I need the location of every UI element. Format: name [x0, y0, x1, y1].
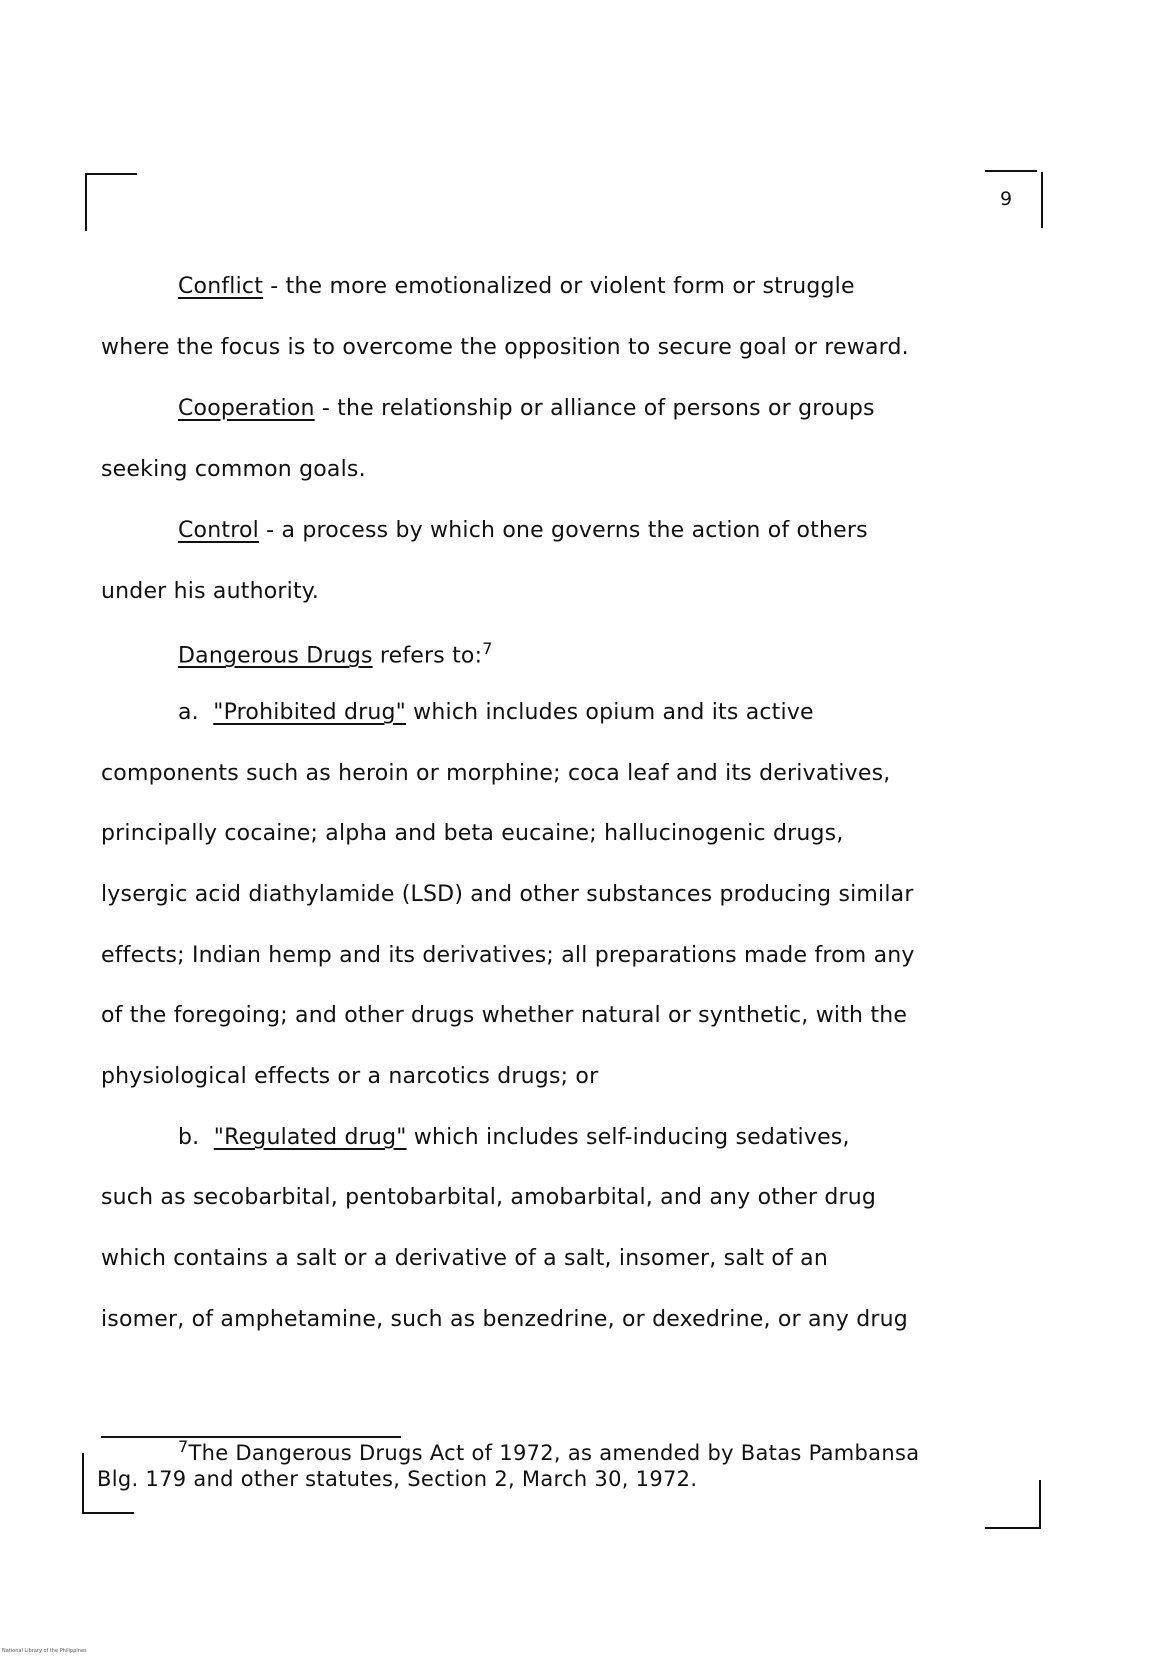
control-text: - a process by which one governs the action of others — [258, 518, 868, 543]
corner-mark-top-left-v — [85, 173, 87, 231]
item-a-term: "Prohibited drug" — [213, 700, 406, 725]
conflict-text: - the more emotionalized or violent form or struggle — [263, 274, 855, 299]
dangerous-drugs-text: refers to: — [372, 643, 483, 669]
item-a-text: which includes opium and its active — [405, 700, 814, 725]
item-a-line-4: lysergic acid diathylamide (LSD) and other substances producing similar — [101, 882, 914, 907]
item-a-marker: a. — [178, 700, 199, 725]
footnote-line-1 — [178, 1437, 919, 1465]
cooperation-text: - the relationship or alliance of persons or groups — [314, 396, 875, 421]
item-b-line-2: such as secobarbital, pentobarbital, amobarbital, and any other drug — [101, 1185, 877, 1210]
corner-mark-bottom-left-v — [82, 1453, 84, 1513]
item-a-line-2: components such as heroin or morphine; coca leaf and its derivatives, — [101, 761, 891, 786]
control-term: Control — [178, 518, 259, 543]
cooperation-line-1 — [178, 396, 875, 421]
corner-mark-bottom-right-h — [985, 1527, 1041, 1529]
item-b-line-4: isomer, of amphetamine, such as benzedrine, or dexedrine, or any drug — [101, 1307, 908, 1332]
cooperation-line-2: seeking common goals. — [101, 457, 366, 482]
item-a-line-6: of the foregoing; and other drugs whether natural or synthetic, with the — [101, 1003, 908, 1028]
corner-mark-bottom-left-h — [82, 1512, 134, 1514]
item-a-line-1 — [178, 700, 814, 725]
item-a-line-7: physiological effects or a narcotics drugs; or — [101, 1064, 599, 1089]
control-line-2: under his authority. — [101, 579, 320, 604]
dangerous-drugs-line — [178, 639, 493, 668]
item-b-line-1 — [178, 1125, 850, 1150]
conflict-line-1 — [178, 274, 855, 299]
page-number: 9 — [1000, 188, 1013, 210]
corner-mark-top-right-v — [1041, 172, 1043, 228]
corner-mark-top-left-h — [85, 173, 137, 175]
footnote-reference: 7 — [482, 639, 493, 658]
footnote-number: 7 — [178, 1437, 189, 1456]
dangerous-drugs-term: Dangerous Drugs — [178, 643, 373, 669]
item-b-marker: b. — [178, 1125, 200, 1150]
item-b-text: which includes self-inducing sedatives, — [406, 1125, 850, 1150]
corner-mark-top-right-h — [985, 170, 1037, 172]
item-b-line-3: which contains a salt or a derivative of a salt, insomer, salt of an — [101, 1246, 828, 1271]
control-line-1 — [178, 518, 868, 543]
conflict-line-2: where the focus is to overcome the opposition to secure goal or reward. — [101, 335, 909, 360]
footnote-line-2: Blg. 179 and other statutes, Section 2, March 30, 1972. — [97, 1467, 698, 1491]
item-b-term: "Regulated drug" — [213, 1125, 407, 1150]
conflict-term: Conflict — [178, 274, 264, 299]
item-a-line-3: principally cocaine; alpha and beta eucaine; hallucinogenic drugs, — [101, 821, 844, 846]
cooperation-term: Cooperation — [178, 396, 315, 421]
corner-mark-bottom-right-v — [1039, 1480, 1041, 1528]
footnote-text-1: The Dangerous Drugs Act of 1972, as amended by Batas Pambansa — [188, 1441, 920, 1465]
item-a-line-5: effects; Indian hemp and its derivatives; all preparations made from any — [101, 943, 915, 968]
library-watermark: National Library of the Philippines — [2, 1648, 87, 1654]
